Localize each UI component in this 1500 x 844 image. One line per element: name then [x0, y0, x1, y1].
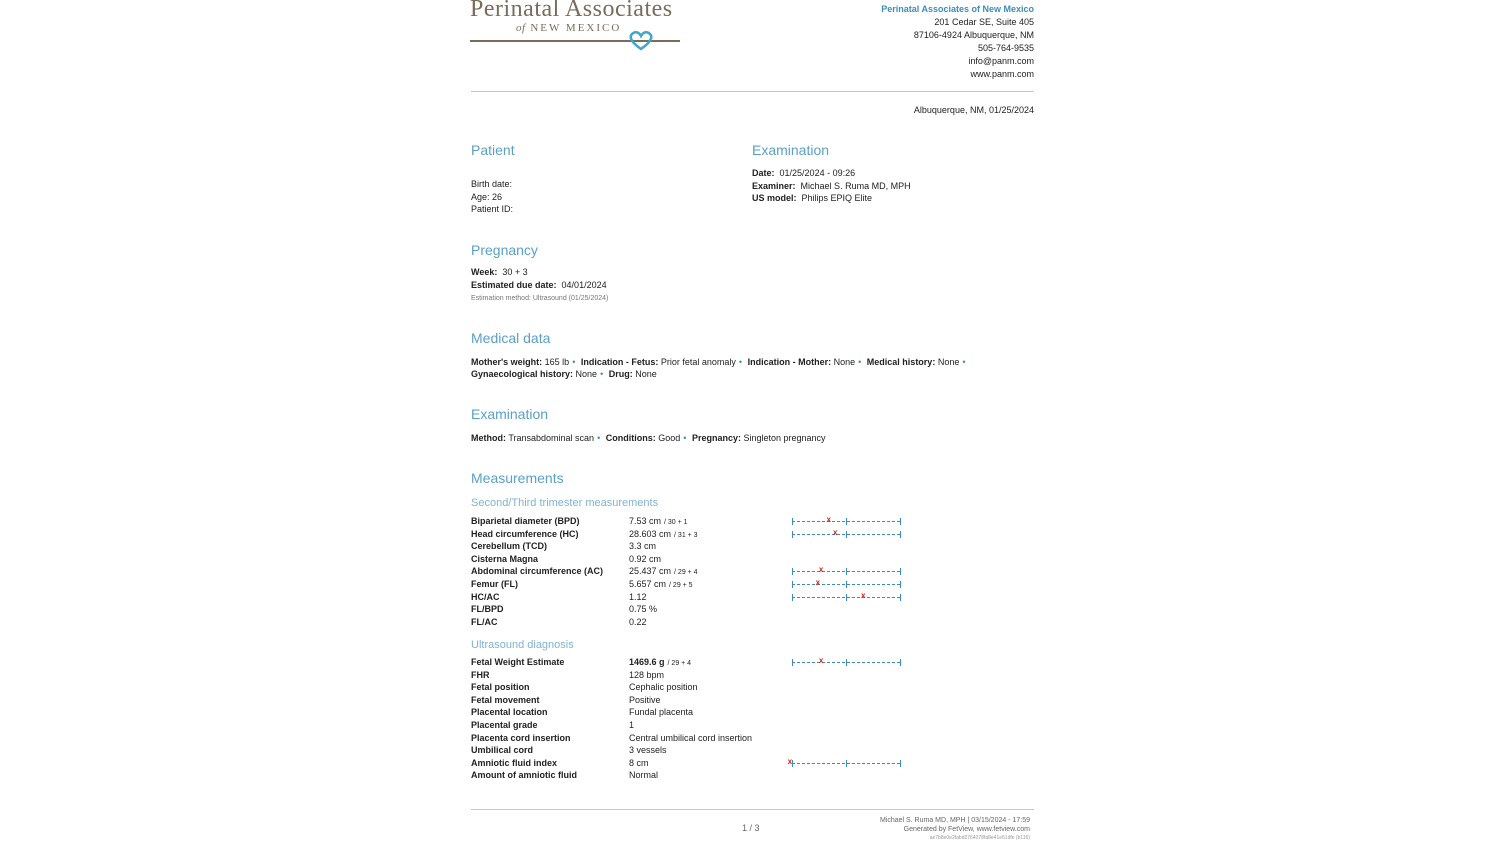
- examiner-line: [752, 180, 911, 193]
- measurement-value-cell: [629, 554, 661, 564]
- gestational-age: / 29 + 5: [669, 581, 693, 589]
- gauge-marker: x: [832, 527, 838, 537]
- org-name: Perinatal Associates of New Mexico: [881, 4, 1034, 14]
- gauge-marker: x: [826, 515, 831, 524]
- drug-label: Drug:: [608, 369, 633, 379]
- measurement-label: Biparietal diameter (BPD): [471, 516, 580, 526]
- measurement-value-cell: [629, 670, 664, 680]
- gauge-tick: [900, 568, 901, 575]
- gauge-marker: x: [815, 577, 821, 587]
- examination-line: [471, 432, 826, 445]
- gauge-tick: [900, 581, 901, 588]
- gauge-marker: x: [861, 590, 866, 600]
- pregnancy-heading: Pregnancy: [471, 242, 538, 258]
- measurement-value: 7.53 cm: [629, 516, 662, 526]
- measurement-row: [471, 670, 911, 683]
- measurement-value-cell: [629, 733, 752, 743]
- pregnancy-info: [471, 266, 607, 291]
- clinic-address: [881, 3, 1034, 81]
- measurement-value-cell: [629, 529, 698, 539]
- measurement-row: [471, 707, 911, 720]
- measurement-label: Amniotic fluid index: [471, 757, 558, 768]
- gauge-tick: [900, 760, 901, 767]
- bullet-icon: •: [572, 357, 576, 367]
- trimester-subheading: Second/Third trimester measurements: [471, 497, 659, 509]
- measurement-value-cell: [629, 516, 688, 526]
- gauge-tick: [792, 531, 793, 538]
- measurement-label: Placental location: [471, 707, 548, 718]
- gauge-tick: [846, 659, 847, 666]
- birth-date-label: Birth date:: [471, 179, 513, 189]
- measurement-row: [471, 592, 911, 605]
- footer-info: [880, 816, 1030, 843]
- examination-info-heading: Examination: [752, 142, 830, 158]
- measurement-value: 5.657 cm: [629, 578, 667, 589]
- measurement-row: [471, 566, 911, 579]
- measurement-row: [471, 657, 911, 670]
- indication-fetus-value: Prior fetal anomaly: [660, 357, 736, 367]
- bullet-icon: •: [683, 433, 687, 443]
- gauge-marker: x: [818, 656, 824, 665]
- measurement-row: [471, 516, 911, 529]
- logo-sub-text: NEW MEXICO: [530, 22, 622, 34]
- method-value: Transabdominal scan: [508, 433, 595, 443]
- exam-date-value: 01/25/2024 - 09:26: [779, 168, 856, 178]
- gauge-tick: [846, 568, 847, 575]
- measurement-value: 0.75 %: [629, 604, 658, 615]
- gauge-tick: [846, 518, 847, 525]
- age-line: [471, 191, 513, 204]
- gauge-tick: [900, 659, 901, 666]
- exam-date-label: Date:: [752, 168, 775, 178]
- trimester-measurements-table: [471, 516, 911, 629]
- measurement-value-cell: [629, 707, 693, 717]
- logo-of: of: [516, 22, 526, 34]
- indication-mother-label: Indication - Mother:: [747, 357, 832, 367]
- percentile-gauge: [787, 756, 900, 766]
- gauge-tick: [792, 568, 793, 575]
- footer-hash: ae7b8e0e2fabd2764078fa8e41e61dfe (b116): [929, 835, 1030, 841]
- us-model-line: [752, 192, 911, 205]
- measurement-value-cell: [629, 617, 647, 627]
- footer-divider: [471, 809, 1034, 810]
- logo-subtitle: [516, 22, 621, 34]
- medical-data-line-2: [471, 368, 657, 381]
- clinic-logo: [470, 0, 685, 55]
- examiner-value: Michael S. Ruma MD, MPH: [800, 180, 911, 191]
- age-value: 26: [492, 191, 503, 202]
- gauge-marker: x: [818, 565, 824, 575]
- pregnancy-type-value: Singleton pregnancy: [743, 433, 826, 443]
- us-model-label: US model:: [752, 193, 797, 204]
- percentile-gauge: [792, 656, 900, 665]
- bullet-icon: •: [738, 357, 743, 367]
- measurement-label: FL/BPD: [471, 604, 504, 615]
- measurement-value: 3.3 cm: [629, 541, 657, 552]
- medical-history-value: None: [937, 357, 960, 367]
- examination-info: [752, 167, 911, 205]
- estimation-method: Estimation method: Ultrasound (01/25/2024): [471, 295, 609, 302]
- measurement-value: 28.603 cm: [629, 528, 672, 539]
- measurement-label: Cerebellum (TCD): [471, 541, 548, 552]
- gauge-tick: [792, 659, 793, 666]
- edd-label: Estimated due date:: [471, 279, 557, 290]
- measurement-value: 128 bpm: [629, 669, 665, 680]
- method-label: Method:: [471, 433, 506, 443]
- measurement-label: Cisterna Magna: [471, 553, 539, 564]
- measurement-value: Normal: [629, 770, 659, 781]
- header-divider: [471, 91, 1034, 92]
- measurements-heading: Measurements: [471, 470, 564, 486]
- measurement-label: Fetal Weight Estimate: [471, 657, 565, 667]
- gauge-tick: [900, 531, 901, 538]
- measurement-label: Femur (FL): [471, 578, 518, 589]
- measurement-label: Fetal position: [471, 682, 530, 693]
- phone: 505-764-9535: [977, 43, 1034, 53]
- exam-date-line: [752, 167, 911, 180]
- measurement-value-cell: [629, 592, 647, 602]
- measurement-value: 1: [629, 719, 635, 730]
- week-line: [471, 266, 607, 279]
- measurement-label: HC/AC: [471, 591, 500, 602]
- measurement-value-cell: [629, 682, 698, 692]
- medical-data-line-1: [471, 356, 969, 369]
- drug-value: None: [635, 369, 657, 379]
- gauge-tick: [792, 760, 793, 767]
- address-line-1: 201 Cedar SE, Suite 405: [934, 17, 1034, 27]
- gauge-tick: [846, 581, 847, 588]
- edd-value: 04/01/2024: [561, 279, 607, 290]
- measurement-row: [471, 770, 911, 783]
- edd-line: [471, 279, 607, 292]
- measurement-value-cell: [629, 770, 658, 780]
- percentile-gauge: [792, 515, 900, 524]
- gauge-tick: [846, 594, 847, 601]
- examiner-label: Examiner:: [752, 180, 796, 191]
- medical-data-heading: Medical data: [471, 330, 551, 346]
- patient-info: [471, 178, 513, 216]
- measurement-row: [471, 541, 911, 554]
- footer-generated: Generated by FetView, www.fetview.com: [903, 826, 1030, 833]
- week-label: Week:: [471, 267, 498, 277]
- measurement-value: Cephalic position: [629, 682, 698, 693]
- bullet-icon: •: [597, 433, 601, 443]
- measurement-label: FL/AC: [471, 616, 498, 627]
- measurement-row: [471, 617, 911, 630]
- measurement-value-cell: [629, 604, 657, 614]
- measurement-value: 1.12: [629, 591, 647, 602]
- measurement-value: 0.92 cm: [629, 553, 662, 564]
- gauge-tick: [846, 531, 847, 538]
- examination-heading: Examination: [471, 406, 549, 422]
- pregnancy-type-label: Pregnancy:: [691, 433, 741, 443]
- heart-icon: [627, 28, 655, 52]
- gauge-tick: [792, 581, 793, 588]
- measurement-value-cell: [629, 541, 656, 551]
- week-value: 30 + 3: [502, 267, 528, 277]
- gauge-tick: [792, 518, 793, 525]
- bullet-icon: •: [600, 369, 604, 379]
- measurement-row: [471, 579, 911, 592]
- measurement-label: Amount of amniotic fluid: [471, 770, 577, 781]
- medical-history-label: Medical history:: [866, 357, 936, 367]
- page-number: 1 / 3: [742, 823, 760, 833]
- gestational-age: / 30 + 1: [664, 519, 688, 526]
- measurement-value-cell: [629, 579, 693, 589]
- measurement-row: [471, 745, 911, 758]
- weight-value: 165 lb: [544, 357, 570, 367]
- measurement-label: Abdominal circumference (AC): [471, 566, 604, 577]
- conditions-label: Conditions:: [605, 433, 656, 443]
- measurement-value-cell: [629, 695, 661, 705]
- measurement-value: Fundal placenta: [629, 707, 694, 718]
- gestational-age: / 29 + 4: [667, 660, 692, 667]
- measurement-row: [471, 758, 911, 771]
- gestational-age: / 31 + 3: [674, 531, 698, 539]
- measurement-label: Placental grade: [471, 719, 538, 730]
- age-label: Age:: [471, 191, 490, 202]
- measurement-value-cell: [629, 657, 691, 667]
- us-model-value: Philips EPIQ Elite: [801, 193, 873, 204]
- percentile-gauge: [792, 577, 900, 587]
- percentile-gauge: [792, 565, 900, 575]
- logo-title: Perinatal Associates: [470, 0, 673, 22]
- measurement-value: 8 cm: [629, 757, 649, 768]
- measurement-row: [471, 695, 911, 708]
- gyn-history-value: None: [575, 369, 598, 379]
- footer-signature: Michael S. Ruma MD, MPH | 03/15/2024 - 17:59: [879, 817, 1030, 824]
- bullet-icon: •: [858, 357, 862, 367]
- address-line-2: 87106-4924 Albuquerque, NM: [913, 30, 1034, 40]
- percentile-gauge: [792, 527, 900, 537]
- measurement-row: [471, 529, 911, 542]
- gauge-tick: [846, 760, 847, 767]
- gyn-history-label: Gynaecological history:: [471, 369, 574, 379]
- measurement-row: [471, 682, 911, 695]
- measurement-label: FHR: [471, 669, 490, 680]
- measurement-value: 1469.6 g: [629, 657, 665, 667]
- measurement-label: Fetal movement: [471, 694, 540, 705]
- measurement-value: 3 vessels: [629, 745, 667, 756]
- indication-fetus-label: Indication - Fetus:: [580, 357, 659, 367]
- gauge-tick: [900, 594, 901, 601]
- measurement-row: [471, 733, 911, 746]
- weight-label: Mother's weight:: [471, 357, 543, 367]
- ultrasound-diagnosis-table: [471, 657, 911, 783]
- measurement-value-cell: [629, 720, 634, 730]
- email-link[interactable]: info@panm.com: [968, 56, 1034, 66]
- measurement-value: Central umbilical cord insertion: [629, 732, 753, 743]
- gestational-age: / 29 + 4: [674, 569, 698, 577]
- patient-heading: Patient: [471, 142, 515, 158]
- measurement-label: Umbilical cord: [471, 745, 534, 756]
- percentile-gauge: [792, 590, 900, 600]
- measurement-row: [471, 554, 911, 567]
- indication-mother-value: None: [833, 357, 856, 367]
- measurement-value: 0.22: [629, 616, 647, 627]
- measurement-value-cell: [629, 758, 649, 768]
- measurement-row: [471, 720, 911, 733]
- measurement-label: Head circumference (HC): [471, 528, 579, 539]
- measurement-value-cell: [629, 566, 698, 576]
- measurement-value: Positive: [629, 694, 661, 705]
- patient-id-label: Patient ID:: [471, 204, 514, 215]
- place-date: Albuquerque, NM, 01/25/2024: [913, 105, 1034, 115]
- website-link[interactable]: www.panm.com: [970, 69, 1034, 79]
- conditions-value: Good: [658, 433, 681, 443]
- gauge-marker: x: [787, 756, 793, 766]
- diagnosis-subheading: Ultrasound diagnosis: [471, 639, 574, 651]
- measurement-label: Placenta cord insertion: [471, 732, 571, 743]
- gauge-tick: [900, 518, 901, 525]
- measurement-value: 25.437 cm: [629, 566, 672, 577]
- measurement-row: [471, 604, 911, 617]
- measurement-value-cell: [629, 745, 667, 755]
- bullet-icon: •: [962, 357, 966, 367]
- gauge-tick: [792, 594, 793, 601]
